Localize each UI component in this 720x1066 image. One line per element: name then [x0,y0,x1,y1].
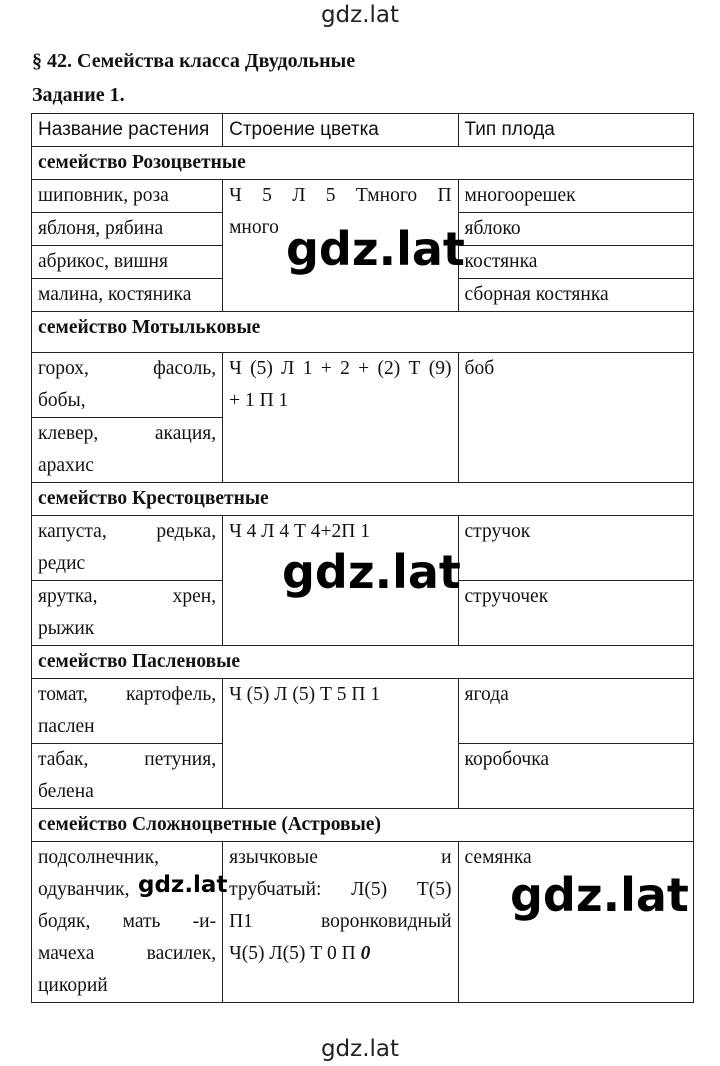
fruit-cell: стручок [458,516,693,581]
plant-line: ярутка, хрен, [38,586,217,607]
family-title: семейство Крестоцветные [32,483,694,516]
flower-formula-line: много [229,217,279,238]
plant-line: бодяк, мать -и- [38,911,217,932]
plant-cell: шиповник, роза [32,180,223,213]
flower-formula-line: + 1 П 1 [229,390,289,411]
fruit-cell: стручочек [458,581,693,646]
family-row-asteraceae [32,809,694,842]
family-title: семейство Мотыльковые [32,312,694,353]
page-title: § 42. Семейства класса Двудольные [32,50,356,72]
plant-cell [32,516,223,581]
flower-formula-cell [223,842,458,1003]
fruit-cell: семянка [458,842,693,1003]
fruit-cell: костянка [458,246,693,279]
watermark: gdz.lat [510,868,689,922]
table-header-row [32,114,694,147]
header-plant-name: Название растения [32,114,223,147]
header-fruit-type: Тип плода [458,114,693,147]
watermark: gdz.lat [282,545,461,599]
plant-line: одуванчик, [38,879,130,900]
plant-cell [32,581,223,646]
flower-formula-line: Ч 4 Л 4 Т 4+2П 1 [229,521,370,542]
task-label: Задание 1. [32,84,125,106]
fruit-cell: боб [458,353,693,483]
plant-cell [32,679,223,744]
flower-formula-cell [223,679,458,809]
plant-line: рыжик [38,618,95,639]
flower-formula-line: Ч (5) Л (5) Т 5 П 1 [229,684,381,705]
family-row-fabaceae [32,312,694,353]
family-title: семейство Пасленовые [32,646,694,679]
family-row-solanaceae [32,646,694,679]
flower-formula-line: П1 воронковидный [229,911,452,932]
table-row [32,180,694,213]
family-title: семейство Сложноцветные (Астровые) [32,809,694,842]
flower-formula-line: язычковые и [229,847,452,868]
site-watermark-top: gdz.lat [320,2,400,28]
plant-cell [32,744,223,809]
watermark: gdz.lat [286,222,465,276]
family-row-brassicaceae [32,483,694,516]
fruit-cell: многоорешек [458,180,693,213]
fruit-cell: ягода [458,679,693,744]
family-row-rosaceae [32,147,694,180]
site-watermark-bottom: gdz.lat [320,1036,400,1062]
table-row [32,353,694,418]
plant-cell: малина, костяника [32,279,223,312]
formula-text: Ч(5) Л(5) Т 0 П [229,943,356,964]
plant-line: мачеха василек, [38,943,217,964]
flower-formula-line [229,938,451,970]
plant-cell: абрикос, вишня [32,246,223,279]
table-row [32,679,694,744]
plant-line: подсолнечник, [38,847,160,868]
formula-emphasis: 0 [360,943,371,964]
watermark: gdz.lat [138,872,228,898]
fruit-cell: яблоко [458,213,693,246]
plant-line: томат, картофель, [38,684,217,705]
plant-line: цикорий [38,975,108,996]
header-flower-structure: Строение цветка [223,114,458,147]
table-row [32,842,694,1003]
family-title: семейство Розоцветные [32,147,694,180]
plant-line: белена [38,781,94,802]
flower-formula-cell [223,353,458,483]
plant-cell [32,842,223,1003]
plant-line: бобы, [38,390,86,411]
plant-cell [32,418,223,483]
flower-formula-line: трубчатый: Л(5) Т(5) [229,879,452,900]
plant-line: редис [38,553,86,574]
flower-formula-line: Ч (5) Л 1 + 2 + (2) Т (9) [229,358,452,379]
plant-line: капуста, редька, [38,521,217,542]
flower-formula-line: Ч 5 Л 5 Тмного П [229,185,452,206]
fruit-cell: коробочка [458,744,693,809]
plant-cell [32,353,223,418]
plant-line: арахис [38,455,94,476]
fruit-cell: сборная костянка [458,279,693,312]
plant-cell: яблоня, рябина [32,213,223,246]
plant-line: паслен [38,716,95,737]
plant-line: клевер, акация, [38,423,217,444]
plant-line: горох, фасоль, [38,358,217,379]
plant-line: табак, петуния, [38,749,217,770]
